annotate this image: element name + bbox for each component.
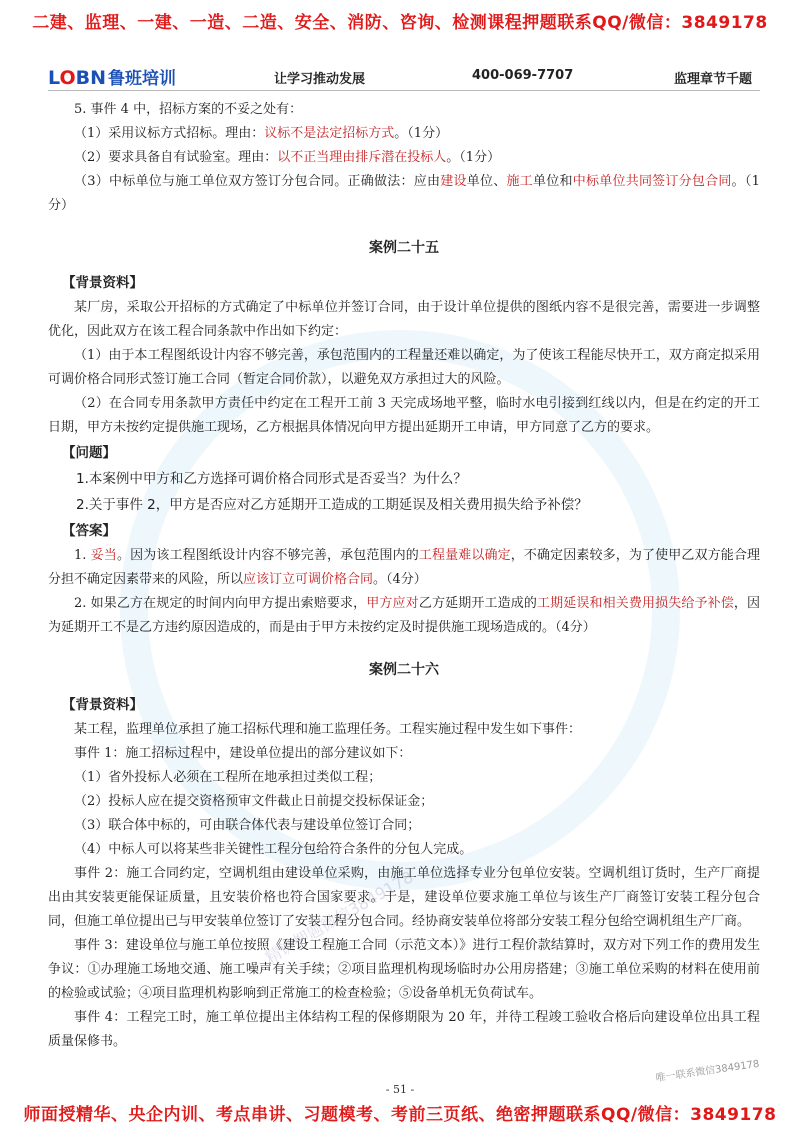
- header-phone: 400-069-7707: [472, 68, 574, 83]
- logo-letter-l: L: [48, 67, 60, 89]
- case25-question-2: 2.关于事件 2，甲方是否应对乙方延期开工造成的工期延误及相关费用损失给予补偿？: [76, 497, 588, 513]
- event4-heading: 5. 事件 4 中，招标方案的不妥之处有：: [74, 102, 303, 117]
- case26-background-label: 【背景资料】: [62, 697, 143, 713]
- page-header: [48, 62, 760, 91]
- case25-background-label: 【背景资料】: [62, 275, 143, 291]
- logo-letter-o: O: [59, 67, 76, 89]
- page-content: [48, 98, 760, 1054]
- case25-question-1: 1.本案例中甲方和乙方选择可调价格合同形式是否妥当？为什么？: [76, 471, 467, 487]
- case26-event3: 事件 3：建设单位与施工单位按照《建设工程施工合同（示范文本）》进行工程价款结算时，双方对下列工作的费用发生争议：①办理施工场地交通、施工噪声有关手续；②项目监理机构现场临时办公用房搭建；③施工单位采购的材料在使用前的检验或试验；④项目监理机构影响到正常施工的检查检验；⑤设备单机无负荷试车。: [48, 938, 760, 1001]
- case26-event4: 事件 4：工程完工时，施工单位提出主体结构工程的保修期限为 20 年，并待工程竣工验收合格后向建设单位出具工程质量保修书。: [48, 1010, 760, 1049]
- case25-answer-label: 【答案】: [62, 523, 116, 539]
- header-doc-title: 监理章节千题: [674, 72, 753, 87]
- case26-event1-item3: （3）联合体中标的，可由联合体代表与建设单位签订合同；: [74, 818, 421, 833]
- page-number: - 51 -: [385, 1083, 415, 1096]
- case25-title: 案例二十五: [369, 240, 439, 256]
- logo-chinese: 鲁班培训: [107, 69, 176, 89]
- case26-paragraph-1: 某工程，监理单位承担了施工招标代理和施工监理任务。工程实施过程中发生如下事件：: [74, 722, 582, 737]
- case25-answer-1: 1. 妥当。因为该工程图纸设计内容不够完善，承包范围内的工程量难以确定，不确定因素较多，为了使甲乙双方能合理分担不确定因素带来的风险，所以应该订立可调价格合同。（4分）: [48, 548, 760, 587]
- center-watermark-text: 精讲押题微信3849178: [261, 867, 417, 968]
- case26-title: 案例二十六: [369, 662, 439, 678]
- case25-background-p2: （1）由于本工程图纸设计内容不够完善，承包范围内的工程量还难以确定，为了使该工程能尽快开工，双方商定拟采用可调价格合同形式签订施工合同（暂定合同价款），以避免双方承担过大的风险。: [48, 348, 760, 387]
- answer-item-3: （3）中标单位与施工单位双方签订分包合同。正确做法：应由建设单位、施工单位和中标单位共同签订分包合同。（1分）: [48, 174, 760, 213]
- case25-question-label: 【问题】: [62, 445, 116, 461]
- answer-item-2: （2）要求具备自有试验室。理由：以不正当理由排斥潜在投标人。（1分）: [74, 150, 501, 165]
- lubanpeixun-logo: [48, 64, 176, 89]
- logo-letters-bn: BN: [75, 67, 106, 89]
- case26-event2: 事件 2：施工合同约定，空调机组由建设单位采购，由施工单位选择专业分包单位安装。空调机组订货时，生产厂商提出由其安装更能保证质量，且安装价格也符合国家要求。于是，建设单位要求施工单位与该生产厂商签订安装工程分包合同，但施工单位提出已与甲安装单位签订了安装工程分包合同。经协商安装单位将部分安装工程分包给空调机组生产厂商。: [48, 866, 760, 929]
- case25-answer-2: 2. 如果乙方在规定的时间内向甲方提出索赔要求，甲方应对乙方延期开工造成的工期延误和相关费用损失给予补偿，因为延期开工不是乙方违约原因造成的，而是由于甲方未按约定及时提供施工现场造成的。（4分）: [48, 596, 760, 635]
- header-slogan: 让学习推动发展: [274, 72, 366, 87]
- case26-event1-item2: （2）投标人应在提交资格预审文件截止日前提交投标保证金；: [74, 794, 434, 809]
- case25-background-p1: 某厂房，采取公开招标的方式确定了中标单位并签订合同，由于设计单位提供的图纸内容不是很完善，需要进一步调整优化，因此双方在该工程合同条款中作出如下约定：: [48, 300, 760, 339]
- top-contact-banner: 二建、监理、一建、一造、二造、安全、消防、咨询、检测课程押题联系QQ/微信：3849178: [32, 13, 768, 33]
- case26-event1-item4: （4）中标人可以将某些非关键性工程分包给符合条件的分包人完成。: [74, 842, 473, 857]
- case25-background-p3: （2）在合同专用条款甲方责任中约定在工程开工前 3 天完成场地平整，临时水电引接到红线以内，但是在约定的开工日期，甲方未按约定提供施工现场，乙方根据具体情况向甲方提出延期开工申请，甲方同意了乙方的要求。: [48, 396, 760, 435]
- case26-event1-item1: （1）省外投标人必须在工程所在地承担过类似工程；: [74, 770, 382, 785]
- bottom-contact-banner: 师面授精华、央企内训、考点串讲、习题模考、考前三页纸、绝密押题联系QQ/微信：3849178: [23, 1105, 777, 1125]
- case26-event1: 事件 1：施工招标过程中，建设单位提出的部分建议如下：: [74, 746, 412, 761]
- corner-watermark: 唯一联系微信3849178: [655, 1058, 761, 1085]
- answer-item-1: （1）采用议标方式招标。理由：议标不是法定招标方式。（1分）: [74, 126, 449, 141]
